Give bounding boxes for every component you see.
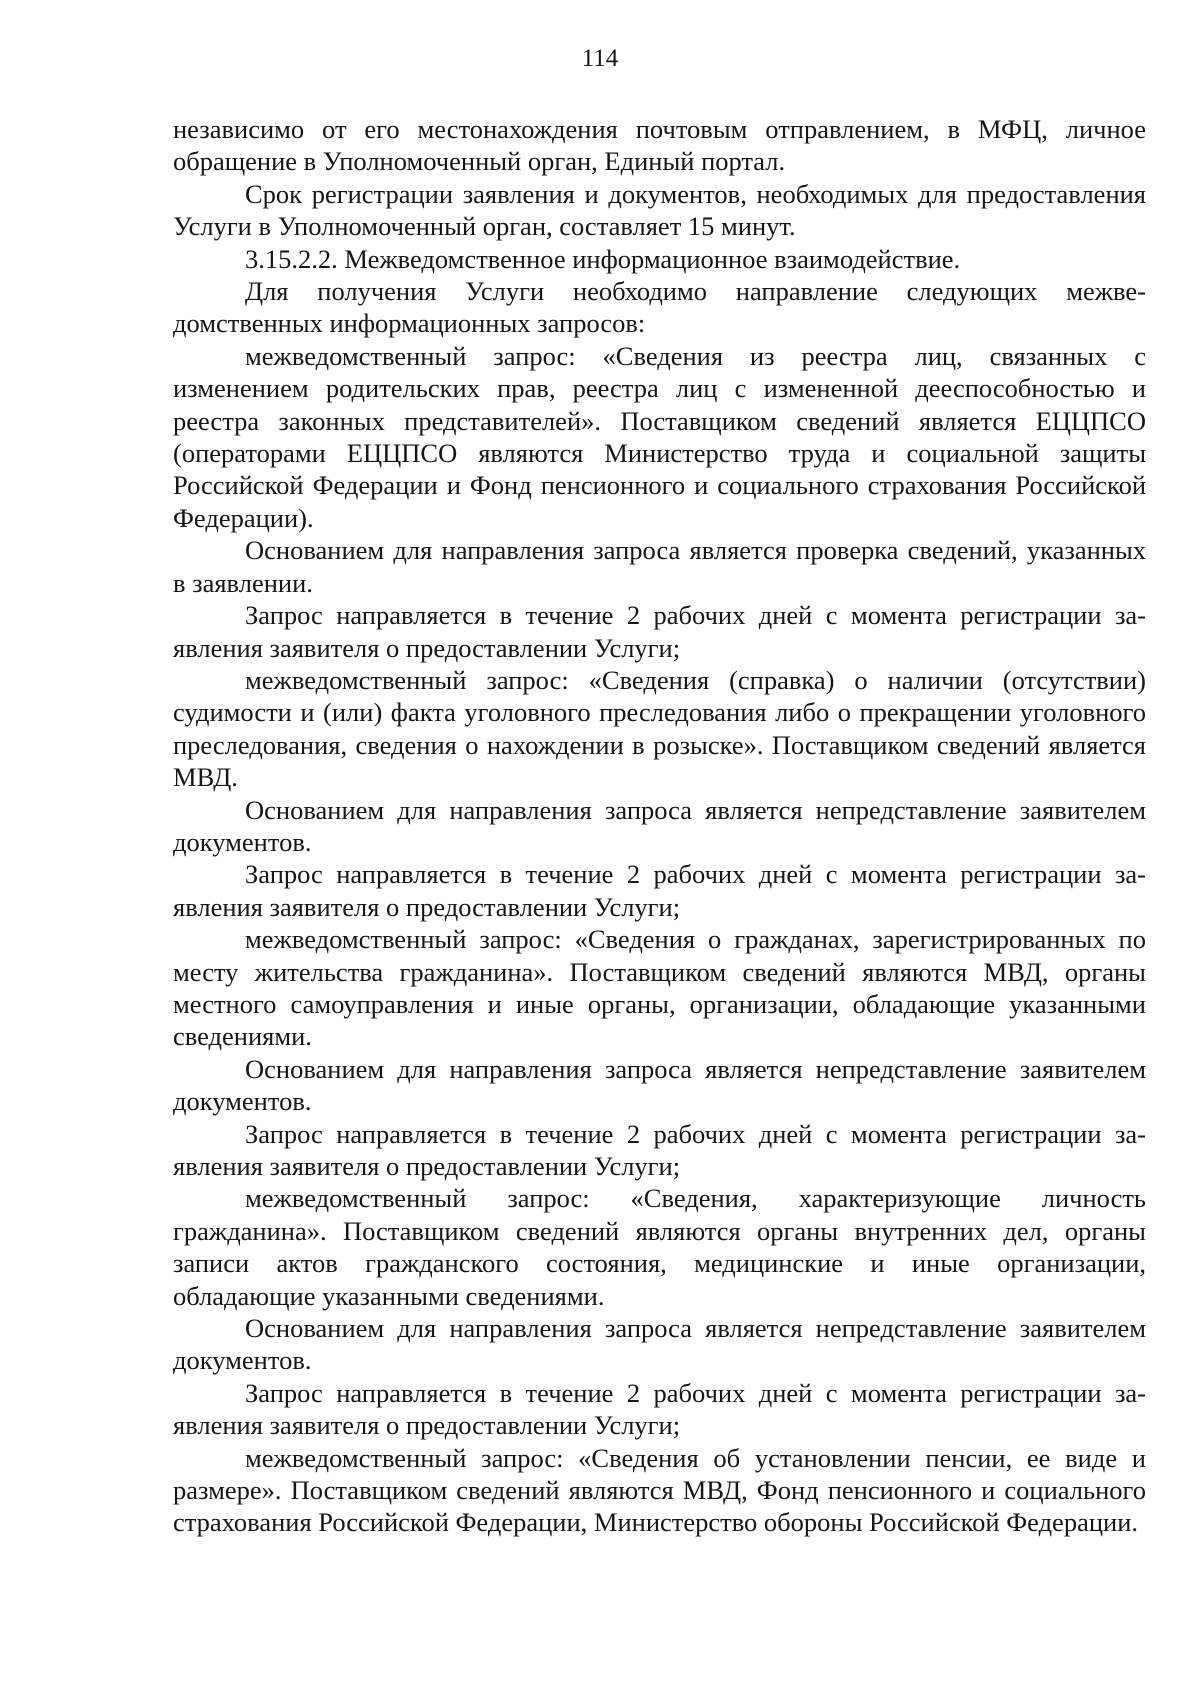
paragraph-request-2-basis: Основанием для направления запроса является непредставление заявителем документов. (173, 794, 1146, 857)
paragraph-requests-intro: Для получения Услуги необходимо направление следующих межве-домственных информационных запросов: (173, 276, 1146, 339)
paragraph-request-3: межведомственный запрос: «Сведения о гражданах, зарегистрированных по месту жительства гражданина». Поставщиком сведений являются МВД, органы местного самоуправления и иные органы, организации, обладающие указанными сведениями. (173, 924, 1146, 1052)
paragraph-request-3-deadline: Запрос направляется в течение 2 рабочих дней с момента регистрации за-явления заявителя о предоставлении Услуги; (173, 1118, 1146, 1181)
paragraph-request-4-basis: Основанием для направления запроса является непредставление заявителем документов. (173, 1313, 1146, 1376)
paragraph-request-3-basis: Основанием для направления запроса является непредставление заявителем документов. (173, 1053, 1146, 1117)
paragraph-request-1-basis: Основанием для направления запроса является проверка сведений, указанных в заявлении. (173, 535, 1146, 598)
paragraph-request-4-deadline: Запрос направляется в течение 2 рабочих дней с момента регистрации за-явления заявителя о предоставлении Услуги; (173, 1377, 1146, 1441)
paragraph-request-2: межведомственный запрос: «Сведения (справка) о наличии (отсутствии) судимости и (или) факта уголовного преследования либо о прекращении уголовного преследования, сведения о нахождении в розыске». Поставщиком сведений является МВД. (173, 664, 1146, 793)
paragraph-registration-deadline: Срок регистрации заявления и документов, необходимых для предоставления Услуги в Уполномоченный орган, составляет 15 минут. (173, 178, 1146, 242)
section-heading-3-15-2-2: 3.15.2.2. Межведомственное информационное взаимодействие. (245, 243, 961, 274)
paragraph-request-5: межведомственный запрос: «Сведения об установлении пенсии, ее виде и размере». Поставщиком сведений являются МВД, Фонд пенсионного и социального страхования Российской Федерации, Министерство обороны Российской Федерации. (173, 1442, 1146, 1538)
paragraph-request-4: межведомственный запрос: «Сведения, характеризующие личность гражданина». Поставщиком сведений являются органы внутренних дел, органы записи актов гражданского состояния, медицинские и иные организации, обладающие указанными сведениями. (173, 1183, 1146, 1311)
paragraph-request-1-deadline: Запрос направляется в течение 2 рабочих дней с момента регистрации за-явления заявителя о предоставлении Услуги; (173, 600, 1146, 663)
paragraph-request-1: межведомственный запрос: «Сведения из реестра лиц, связанных с изменением родительских прав, реестра лиц с измененной дееспособностью и реестра законных представителей». Поставщиком сведений является ЕЦЦПСО (операторами ЕЦЦПСО являются Министерство труда и социальной защиты Российской Федерации и Фонд пенсионного и социального страхования Российской Федерации). (173, 340, 1146, 533)
page-number: 114 (581, 45, 619, 72)
paragraph-continuation: независимо от его местонахождения почтовым отправлением, в МФЦ, личное обращение в Уполномоченный орган, Единый портал. (173, 114, 1146, 177)
paragraph-request-2-deadline: Запрос направляется в течение 2 рабочих дней с момента регистрации за-явления заявителя о предоставлении Услуги; (173, 859, 1146, 922)
document-body (173, 113, 1146, 1539)
